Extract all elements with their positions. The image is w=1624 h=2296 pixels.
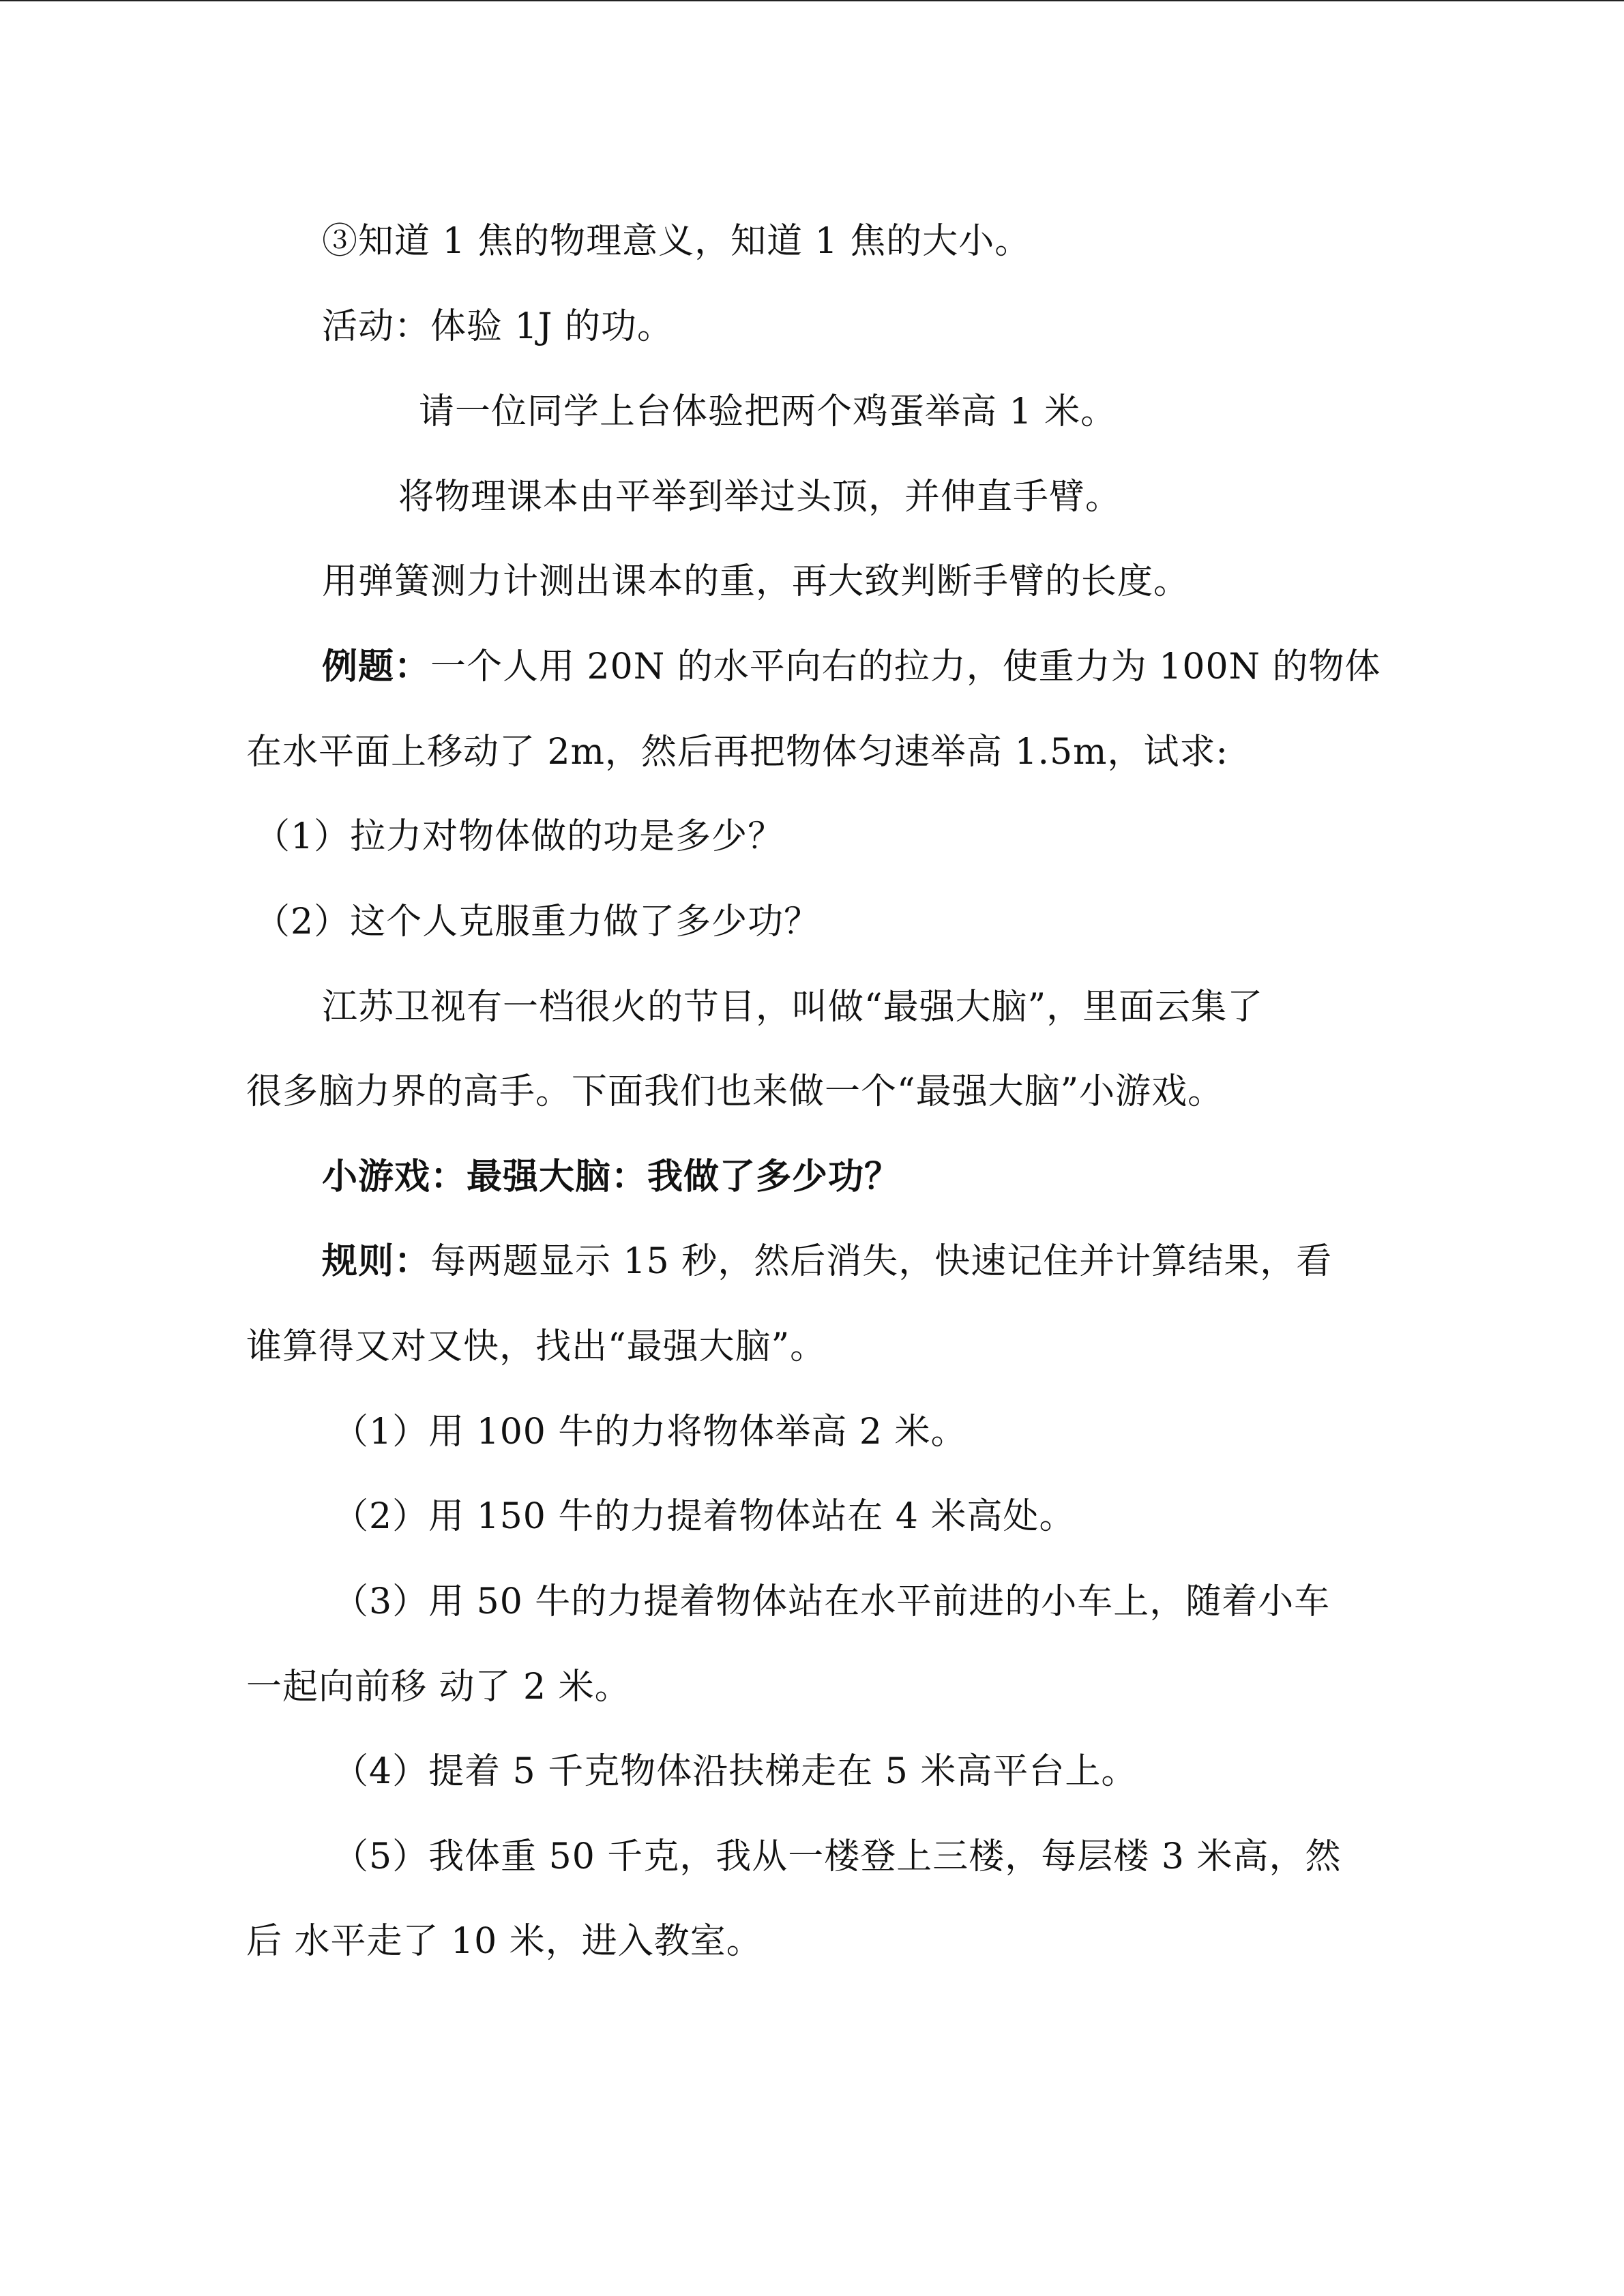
example-line bbox=[322, 646, 1381, 687]
activity-step-line bbox=[419, 391, 1117, 432]
paragraph-text: 在水平面上移动了 2m，然后再把物体匀速举高 1.5m，试求: bbox=[246, 732, 1228, 773]
game-item-line bbox=[333, 1412, 967, 1452]
game-item-continuation-line bbox=[246, 1667, 631, 1708]
paragraph-text: （1）用 100 牛的力将物体举高 2 米。 bbox=[333, 1412, 967, 1452]
activity-step-line bbox=[398, 477, 1121, 518]
game-item-continuation-line bbox=[246, 1921, 763, 1962]
paragraph-text: 活动：体验 1J 的功。 bbox=[322, 306, 673, 347]
paragraph-text: 后 水平走了 10 米，进入教室。 bbox=[246, 1921, 763, 1962]
game-item-line bbox=[333, 1836, 1341, 1877]
rule-line bbox=[322, 1241, 1332, 1282]
question-line bbox=[254, 901, 820, 942]
question-line bbox=[254, 816, 784, 857]
paragraph-text: 将物理课本由平举到举过头顶，并伸直手臂。 bbox=[398, 477, 1122, 518]
paragraph-text: （3）用 50 牛的力提着物体站在水平前进的小车上，随着小车 bbox=[333, 1581, 1331, 1622]
paragraph-text: （2）这个人克服重力做了多少功？ bbox=[254, 901, 821, 942]
game-title bbox=[322, 1157, 900, 1197]
game-item-line bbox=[333, 1496, 1076, 1537]
paragraph-text: 很多脑力界的高手。下面我们也来做一个“最强大脑”小游戏。 bbox=[246, 1071, 1224, 1112]
paragraph-text: （5）我体重 50 千克，我从一楼登上三楼，每层楼 3 米高，然 bbox=[333, 1836, 1342, 1877]
paragraph-text: 每两题显示 15 秒，然后消失，快速记住并计算结果，看 bbox=[430, 1241, 1333, 1282]
paragraph-text: ③知道 1 焦的物理意义，知道 1 焦的大小。 bbox=[322, 221, 1031, 262]
paragraph-text: 一个人用 20N 的水平向右的拉力，使重力为 100N 的物体 bbox=[430, 646, 1381, 687]
paragraph-text: 小游戏：最强大脑：我做了多少功？ bbox=[322, 1156, 901, 1197]
paragraph-text: 一起向前移 动了 2 米。 bbox=[246, 1667, 631, 1708]
paragraph-text: （1）拉力对物体做的功是多少？ bbox=[254, 816, 784, 857]
example-label: 例题： bbox=[322, 646, 431, 687]
rule-label: 规则： bbox=[322, 1240, 431, 1282]
game-item-line bbox=[333, 1581, 1330, 1622]
objective-line bbox=[322, 221, 1031, 262]
paragraph-text: （4）提着 5 千克物体沿扶梯走在 5 米高平台上。 bbox=[333, 1751, 1138, 1792]
paragraph-text: 谁算得又对又快，找出“最强大脑”。 bbox=[246, 1326, 827, 1367]
paragraph-text: 用弹簧测力计测出课本的重，再大致判断手臂的长度。 bbox=[322, 561, 1190, 602]
paragraph-text: （2）用 150 牛的力提着物体站在 4 米高处。 bbox=[333, 1496, 1076, 1537]
paragraph-text: 江苏卫视有一档很火的节目，叫做“最强大脑”，里面云集了 bbox=[322, 987, 1264, 1028]
paragraph-text: 请一位同学上台体验把两个鸡蛋举高 1 米。 bbox=[419, 391, 1117, 432]
rule-continuation-line bbox=[246, 1326, 826, 1367]
example-continuation-line bbox=[246, 732, 1228, 773]
intro-continuation-line bbox=[246, 1071, 1224, 1112]
intro-line bbox=[322, 987, 1263, 1028]
activity-line bbox=[322, 306, 673, 347]
game-item-line bbox=[333, 1751, 1137, 1792]
activity-step-line bbox=[322, 561, 1190, 602]
